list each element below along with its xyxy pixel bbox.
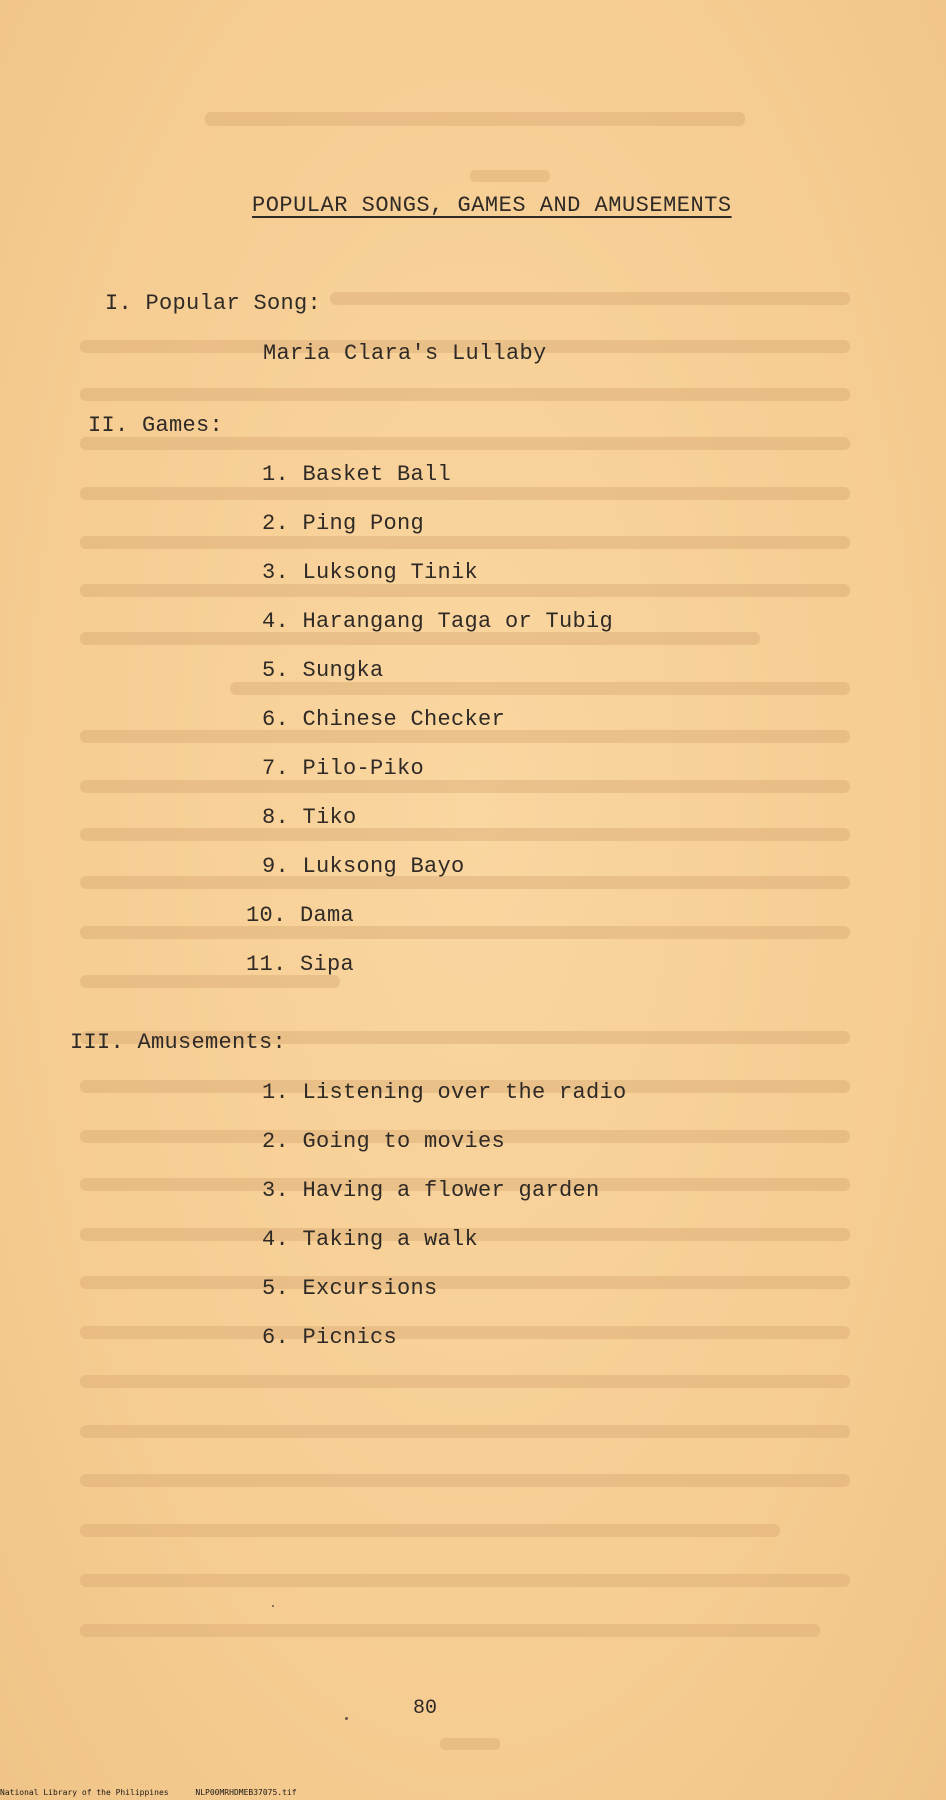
game-item: 5. Sungka — [262, 658, 384, 683]
amusement-item: 6. Picnics — [262, 1325, 398, 1350]
amusement-item: 3. Having a flower garden — [262, 1178, 600, 1203]
amusement-item: 1. Listening over the radio — [262, 1080, 627, 1105]
game-item: 6. Chinese Checker — [262, 707, 506, 732]
ink-speck — [345, 1717, 348, 1720]
amusement-item: 5. Excursions — [262, 1276, 438, 1301]
page-title: POPULAR SONGS, GAMES AND AMUSEMENTS — [252, 193, 732, 218]
popular-song-title: Maria Clara's Lullaby — [263, 341, 547, 366]
game-item: 10. Dama — [246, 903, 355, 928]
game-item: 2. Ping Pong — [262, 511, 425, 536]
scan-filename: NLP00MRHDMEB37075.tif — [195, 1788, 297, 1797]
game-item: 3. Luksong Tinik — [262, 560, 479, 585]
amusement-item: 2. Going to movies — [262, 1129, 506, 1154]
scan-footer — [0, 1788, 319, 1797]
game-item: 8. Tiko — [262, 805, 357, 830]
amusements-heading: III. Amusements: — [70, 1030, 287, 1055]
game-item: 11. Sipa — [246, 952, 355, 977]
game-item: 4. Harangang Taga or Tubig — [262, 609, 614, 634]
game-item: 9. Luksong Bayo — [262, 854, 465, 879]
popular-song-heading: I. Popular Song: — [105, 291, 322, 316]
page-number: 80 — [413, 1697, 438, 1720]
games-heading: II. Games: — [88, 413, 224, 438]
game-item: 1. Basket Ball — [262, 462, 452, 487]
game-item: 7. Pilo-Piko — [262, 756, 425, 781]
amusement-item: 4. Taking a walk — [262, 1227, 479, 1252]
library-credit: National Library of the Philippines — [0, 1788, 169, 1797]
ink-speck — [272, 1605, 274, 1607]
